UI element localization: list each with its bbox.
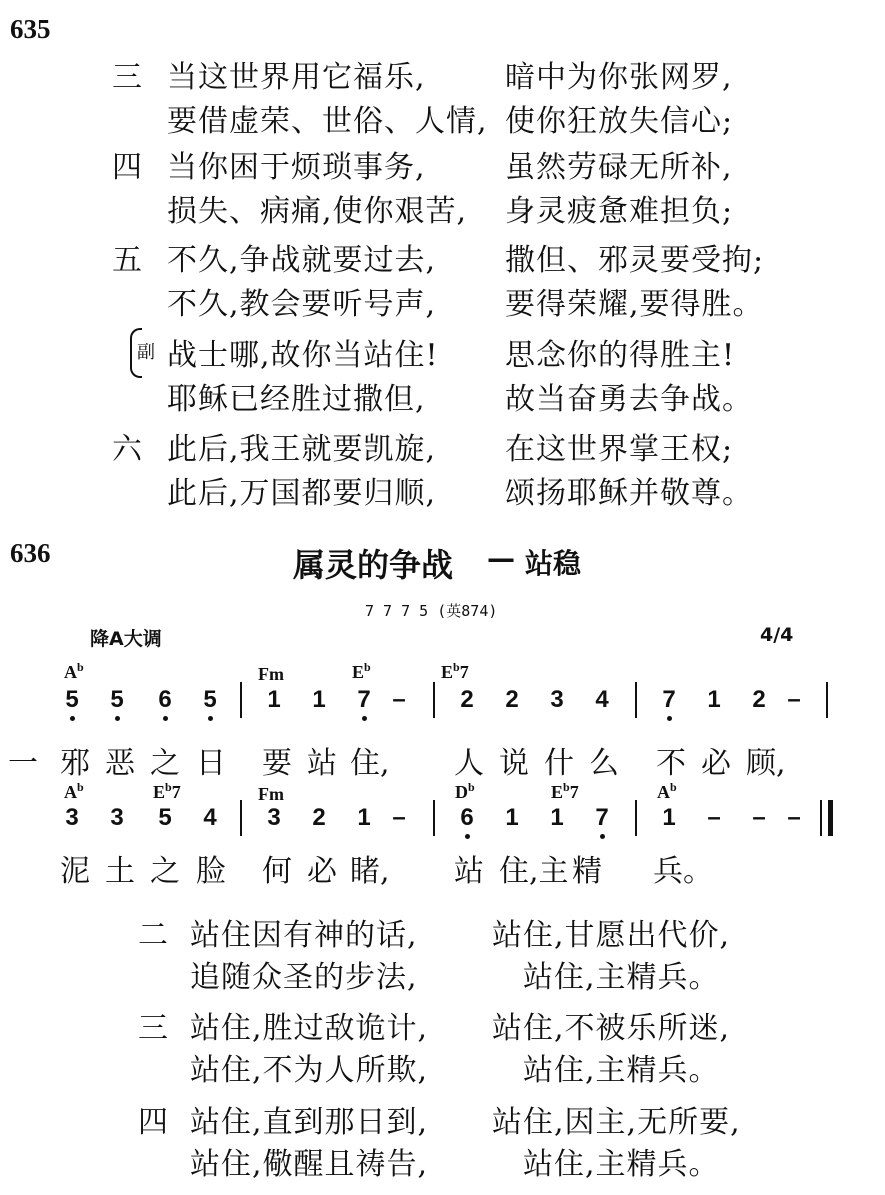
lyric-line: 损失、病痛,使你艰苦,	[167, 194, 468, 229]
stanza-number: 一	[8, 746, 38, 781]
lyric-line: 暗中为你张网罗,	[505, 60, 733, 95]
barline	[635, 800, 637, 836]
lyric-word: 邪	[60, 746, 90, 781]
chord-symbol: $E^b7$	[551, 780, 579, 802]
lyric-word: 日	[196, 746, 226, 781]
title-dash: —	[487, 542, 515, 575]
jianpu-note: 4	[595, 686, 609, 713]
jianpu-note: 1	[357, 804, 371, 831]
final-barline-thin	[820, 800, 822, 836]
stanza-number: 四	[138, 1105, 168, 1140]
dash-mark: –	[707, 804, 721, 831]
lyric-line: 要借虚荣、世俗、人情,	[167, 104, 488, 139]
hymn-subtitle: 站稳	[525, 547, 582, 580]
lyric-line: 站住因有神的话,	[190, 918, 418, 953]
lyric-word: 必	[701, 746, 731, 781]
octave-dot-low	[208, 716, 213, 721]
lyric-word: 兵。	[653, 854, 713, 889]
lyric-line: 撒但、邪灵要受拘;	[505, 243, 765, 278]
dash-mark: –	[787, 804, 801, 831]
chord-symbol: Fm	[258, 664, 284, 684]
jianpu-note: 5	[110, 686, 124, 713]
meter-text: 7 7 7 5 (英874)	[365, 602, 498, 620]
barline	[433, 800, 435, 836]
lyric-line: 不久,争战就要过去,	[167, 243, 437, 278]
dash-mark: –	[787, 686, 801, 713]
lyric-line: 使你狂放失信心;	[505, 104, 734, 139]
jianpu-note: 3	[550, 686, 564, 713]
jianpu-note: 3	[267, 804, 281, 831]
jianpu-note: 1	[312, 686, 326, 713]
barline	[240, 682, 242, 718]
lyric-word: 之	[150, 854, 180, 889]
jianpu-note: 1	[505, 804, 519, 831]
stanza-number: 三	[112, 60, 142, 95]
lyric-line: 在这世界掌王权;	[505, 432, 734, 467]
octave-dot-low	[70, 716, 75, 721]
hymn-number-635: 635	[10, 14, 51, 44]
chord-symbol: $E^b7$	[441, 660, 469, 682]
chord-symbol: $A^b$	[657, 780, 677, 802]
lyric-line: 站住,不为人所欺,	[190, 1053, 429, 1088]
lyric-line: 站住,直到那日到,	[190, 1105, 429, 1140]
barline	[635, 682, 637, 718]
jianpu-note: 2	[460, 686, 474, 713]
lyric-word: 什	[544, 746, 574, 781]
jianpu-note: 5	[65, 686, 79, 713]
lyric-line: 虽然劳碌无所补,	[505, 150, 733, 185]
lyric-word: 顾,	[746, 746, 786, 781]
jianpu-note: 1	[707, 686, 721, 713]
lyric-word: 人	[454, 746, 484, 781]
stanza-number: 三	[138, 1011, 168, 1046]
jianpu-note: 2	[505, 686, 519, 713]
refrain-marker: 副	[137, 342, 155, 363]
octave-dot-low	[600, 834, 605, 839]
dash-mark: –	[392, 804, 406, 831]
lyric-line: 站住,主精兵。	[523, 960, 720, 995]
hymn-number-636: 636	[10, 538, 51, 568]
lyric-line: 追随众圣的步法,	[190, 960, 418, 995]
chord-symbol: $A^b$	[64, 780, 84, 802]
final-barline-heavy	[828, 800, 833, 836]
lyric-line: 站住,主精兵。	[523, 1147, 720, 1182]
lyric-word: 何	[262, 854, 292, 889]
jianpu-note: 1	[267, 686, 281, 713]
chord-symbol: $E^b$	[352, 660, 371, 682]
jianpu-note: 7	[595, 804, 609, 831]
lyric-word: 恶	[105, 746, 135, 781]
lyric-line: 故当奋勇去争战。	[505, 382, 753, 417]
lyric-word: 泥	[60, 854, 90, 889]
lyric-word: 住,主	[499, 854, 569, 889]
jianpu-note: 6	[460, 804, 474, 831]
stanza-number: 五	[112, 243, 142, 278]
chord-symbol: $E^b7$	[153, 780, 181, 802]
lyric-line: 当这世界用它福乐,	[167, 60, 426, 95]
chord-symbol: Fm	[258, 784, 284, 804]
lyric-word: 不	[656, 746, 686, 781]
jianpu-note: 3	[65, 804, 79, 831]
lyric-line: 要得荣耀,要得胜。	[505, 287, 764, 322]
lyric-word: 必	[307, 854, 337, 889]
key-signature: 降A大调	[90, 628, 162, 650]
jianpu-note: 4	[203, 804, 217, 831]
barline	[433, 682, 435, 718]
jianpu-note: 7	[662, 686, 676, 713]
lyric-line: 战士哪,故你当站住!	[167, 338, 439, 373]
lyric-line: 站住,因主,无所要,	[492, 1105, 741, 1140]
stanza-number: 二	[138, 918, 168, 953]
lyric-word: 睹,	[350, 854, 390, 889]
octave-dot-low	[163, 716, 168, 721]
lyric-word: 么	[589, 746, 619, 781]
lyric-line: 身灵疲惫难担负;	[505, 194, 734, 229]
dash-mark: –	[392, 686, 406, 713]
lyric-word: 脸	[196, 854, 226, 889]
lyric-word: 之	[150, 746, 180, 781]
lyric-line: 耶稣已经胜过撒但,	[167, 382, 426, 417]
lyric-word: 说	[499, 746, 529, 781]
lyric-line: 不久,教会要听号声,	[167, 287, 437, 322]
octave-dot-low	[115, 716, 120, 721]
lyric-line: 颂扬耶稣并敬尊。	[505, 476, 753, 511]
lyric-line: 此后,我王就要凯旋,	[167, 432, 437, 467]
time-signature: 4/4	[760, 624, 794, 646]
hymn-title: 属灵的争战	[293, 546, 454, 584]
stanza-number: 六	[112, 432, 142, 467]
jianpu-note: 5	[203, 686, 217, 713]
lyric-line: 站住,儆醒且祷告,	[190, 1147, 429, 1182]
chord-symbol: $D^b$	[455, 780, 475, 802]
lyric-word: 土	[105, 854, 135, 889]
lyric-line: 站住,胜过敌诡计,	[190, 1011, 429, 1046]
barline	[240, 800, 242, 836]
jianpu-note: 3	[110, 804, 124, 831]
lyric-line: 站住,不被乐所迷,	[492, 1011, 731, 1046]
octave-dot-low	[667, 716, 672, 721]
octave-dot-low	[465, 834, 470, 839]
lyric-word: 站	[307, 746, 337, 781]
jianpu-note: 2	[752, 686, 766, 713]
lyric-word: 精	[572, 854, 602, 889]
jianpu-note: 2	[312, 804, 326, 831]
lyric-word: 要	[262, 746, 292, 781]
lyric-line: 当你困于烦琐事务,	[167, 150, 426, 185]
lyric-line: 站住,主精兵。	[523, 1053, 720, 1088]
octave-dot-low	[362, 716, 367, 721]
jianpu-note: 1	[662, 804, 676, 831]
chord-symbol: $A^b$	[64, 660, 84, 682]
dash-mark: –	[752, 804, 766, 831]
lyric-word: 站	[454, 854, 484, 889]
lyric-line: 此后,万国都要归顺,	[167, 476, 437, 511]
lyric-line: 站住,甘愿出代价,	[492, 918, 731, 953]
lyric-word: 住,	[350, 746, 390, 781]
stanza-number: 四	[112, 150, 142, 185]
jianpu-note: 6	[158, 686, 172, 713]
barline	[826, 682, 828, 718]
jianpu-note: 7	[357, 686, 371, 713]
jianpu-note: 1	[550, 804, 564, 831]
jianpu-note: 5	[158, 804, 172, 831]
lyric-line: 思念你的得胜主!	[505, 338, 736, 373]
